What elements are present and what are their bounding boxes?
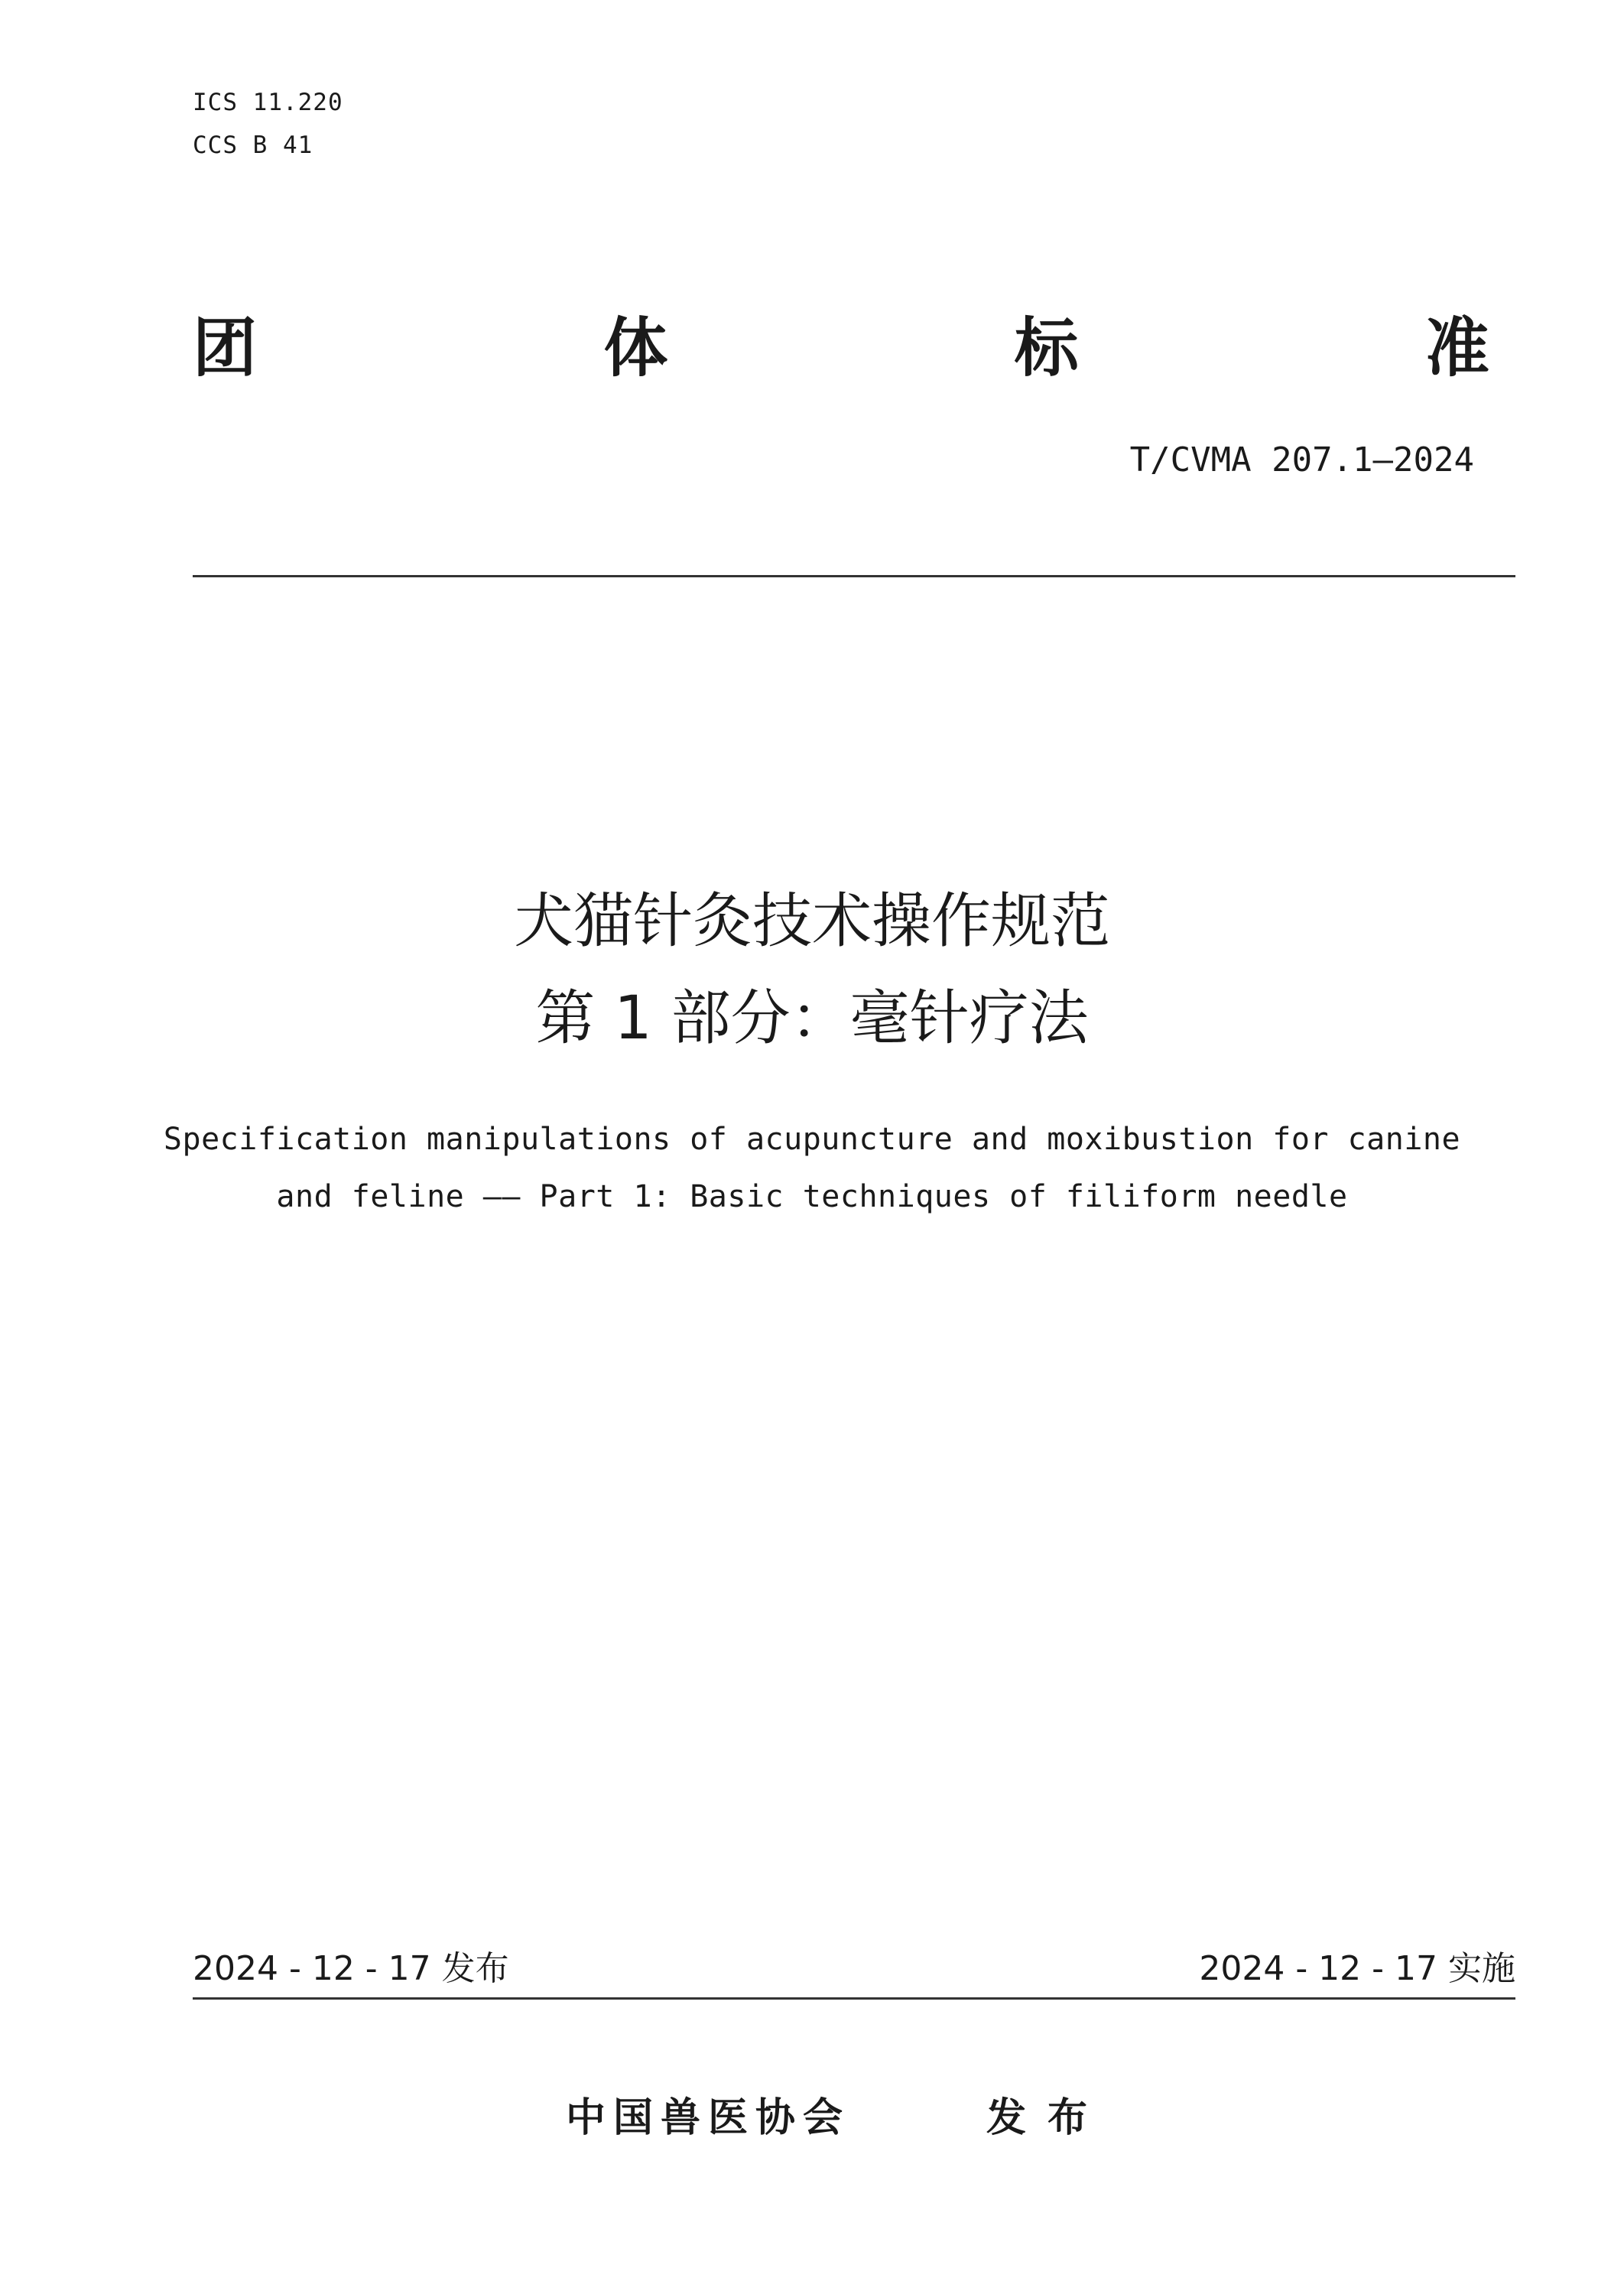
implementation-date: 2024 - 12 - 17 实施: [1199, 1949, 1515, 1988]
publisher-name: 中国兽医协会: [566, 2095, 851, 2141]
standard-type-char: 体: [603, 310, 668, 385]
publish-date: 2024 - 12 - 17 发布: [193, 1949, 509, 1988]
standard-type-heading: [193, 310, 1489, 386]
standard-type-char: 准: [1424, 310, 1489, 385]
title-english-line-2: and feline —— Part 1: Basic techniques of filiform needle: [276, 1179, 1348, 1214]
title-chinese-line-2: 第 1 部分：毫针疗法: [535, 984, 1089, 1053]
classification-codes: [193, 81, 343, 167]
standard-number: T/CVMA 207.1—2024: [1129, 440, 1474, 479]
bottom-divider: [193, 1997, 1515, 2000]
standard-type-char: 团: [193, 310, 258, 385]
standard-type-char: 标: [1014, 310, 1079, 385]
ics-code: ICS 11.220: [193, 89, 343, 116]
title-english-line-1: Specification manipulations of acupuncture and moxibustion for canine: [163, 1122, 1461, 1157]
top-divider: [193, 575, 1515, 577]
ccs-code: CCS B 41: [193, 132, 313, 159]
publish-label: 发布: [986, 2095, 1109, 2141]
title-chinese-line-1: 犬猫针灸技术操作规范: [513, 887, 1110, 956]
